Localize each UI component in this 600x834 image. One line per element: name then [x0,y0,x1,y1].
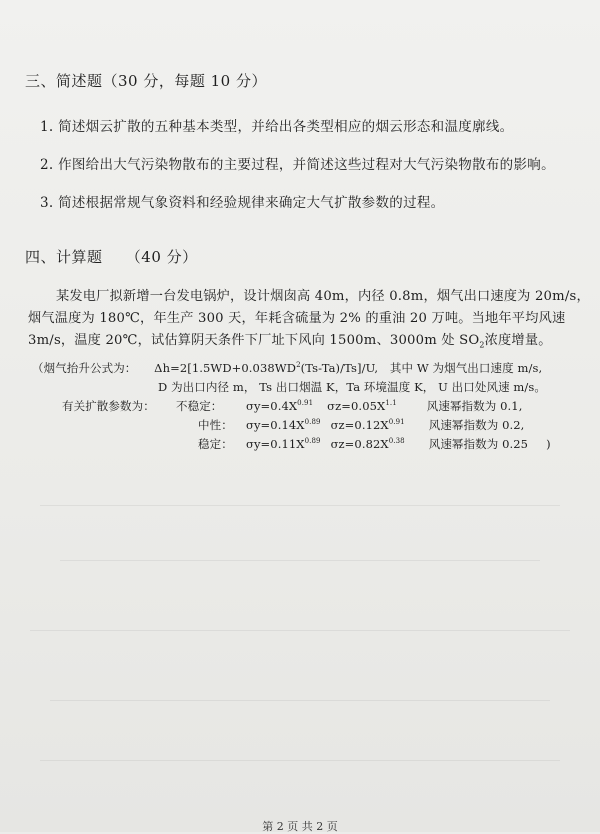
param-row-stable [176,436,551,452]
param-wind: 风速幂指数为 0.2, [428,418,525,432]
formula-sup: 2 [296,361,301,369]
param-sigma-y [246,418,321,432]
params-label: 有关扩散参数为： [62,399,155,413]
param-wind: 风速幂指数为 0.25 [428,437,529,451]
section4-title: 四、计算题 [25,248,103,266]
param-sy: σy=0.11X [246,437,305,451]
scan-artifact [30,630,570,631]
problem-line-3-tail: 浓度增量。 [484,333,552,348]
formula-desc-1: 其中 W 为烟气出口速度 m/s, [389,361,543,375]
scan-artifact [60,560,540,561]
problem-line-3 [28,329,552,348]
param-row-name: 稳定： [198,437,233,451]
scan-artifact [40,505,560,506]
formula-expr-b: (Ts-Ta)/Ts]/U, [300,361,379,375]
formula-expression [154,361,378,375]
problem-line-3-text: 3m/s，温度 20℃，试估算阴天条件下厂址下风向 1500m、3000m 处 SO [28,333,480,348]
formula-line [32,360,542,376]
question-3: 3. 简述根据常规气象资料和经验规律来确定大气扩散参数的过程。 [40,195,445,211]
formula-expr-a: Δh=2[1.5WD+0.038WD [154,361,297,375]
problem-line-1: 某发电厂拟新增一台发电锅炉，设计烟囱高 40m，内径 0.8m，烟气出口速度为 20m/s， [56,289,590,304]
param-sz-exp: 1.1 [385,399,397,407]
page-footer: 第 2 页 共 2 页 [262,820,338,833]
param-sigma-z [331,418,405,432]
param-sigma-z [327,399,397,413]
param-sy-exp: 0.89 [304,418,321,426]
param-sy: σy=0.4X [246,399,298,413]
param-sz: σz=0.82X [330,437,389,451]
params-close-paren: ) [546,437,551,451]
section4-heading [25,246,198,267]
param-row-unstable [176,398,522,414]
param-sigma-z [331,437,405,451]
section4-points: （40 分） [125,248,198,266]
param-sy-exp: 0.91 [297,399,314,407]
question-1: 1. 简述烟云扩散的五种基本类型，并给出各类型相应的烟云形态和温度廓线。 [40,119,514,135]
param-sy-exp: 0.89 [304,437,321,445]
problem-line-2: 烟气温度为 180℃，年生产 300 天，年耗含硫量为 2% 的重油 20 万吨。当地年平均风速 [28,311,566,326]
scan-artifact [50,700,550,701]
param-wind: 风速幂指数为 0.1, [426,399,523,413]
param-sigma-y [246,437,321,451]
param-sz-exp: 0.91 [388,418,405,426]
param-sy: σy=0.14X [246,418,305,432]
param-row-name: 不稳定： [176,399,223,413]
question-2: 2. 作图给出大气污染物散布的主要过程，并简述这些过程对大气污染物散布的影响。 [40,157,555,173]
section3-heading: 三、简述题（30 分，每题 10 分） [25,72,267,90]
so2-subscript: 2 [479,340,485,350]
param-sigma-y [246,399,313,413]
scan-artifact [40,760,560,761]
formula-desc-2: D 为出口内径 m， Ts 出口烟温 K，Ta 环境温度 K， U 出口处风速 m/s。 [158,380,547,394]
param-sz-exp: 0.38 [388,437,405,445]
param-sz: σz=0.05X [327,399,386,413]
param-row-name: 中性： [198,418,233,432]
param-sz: σz=0.12X [330,418,389,432]
param-row-neutral [176,417,524,433]
formula-label: （烟气抬升公式为： [32,361,137,375]
